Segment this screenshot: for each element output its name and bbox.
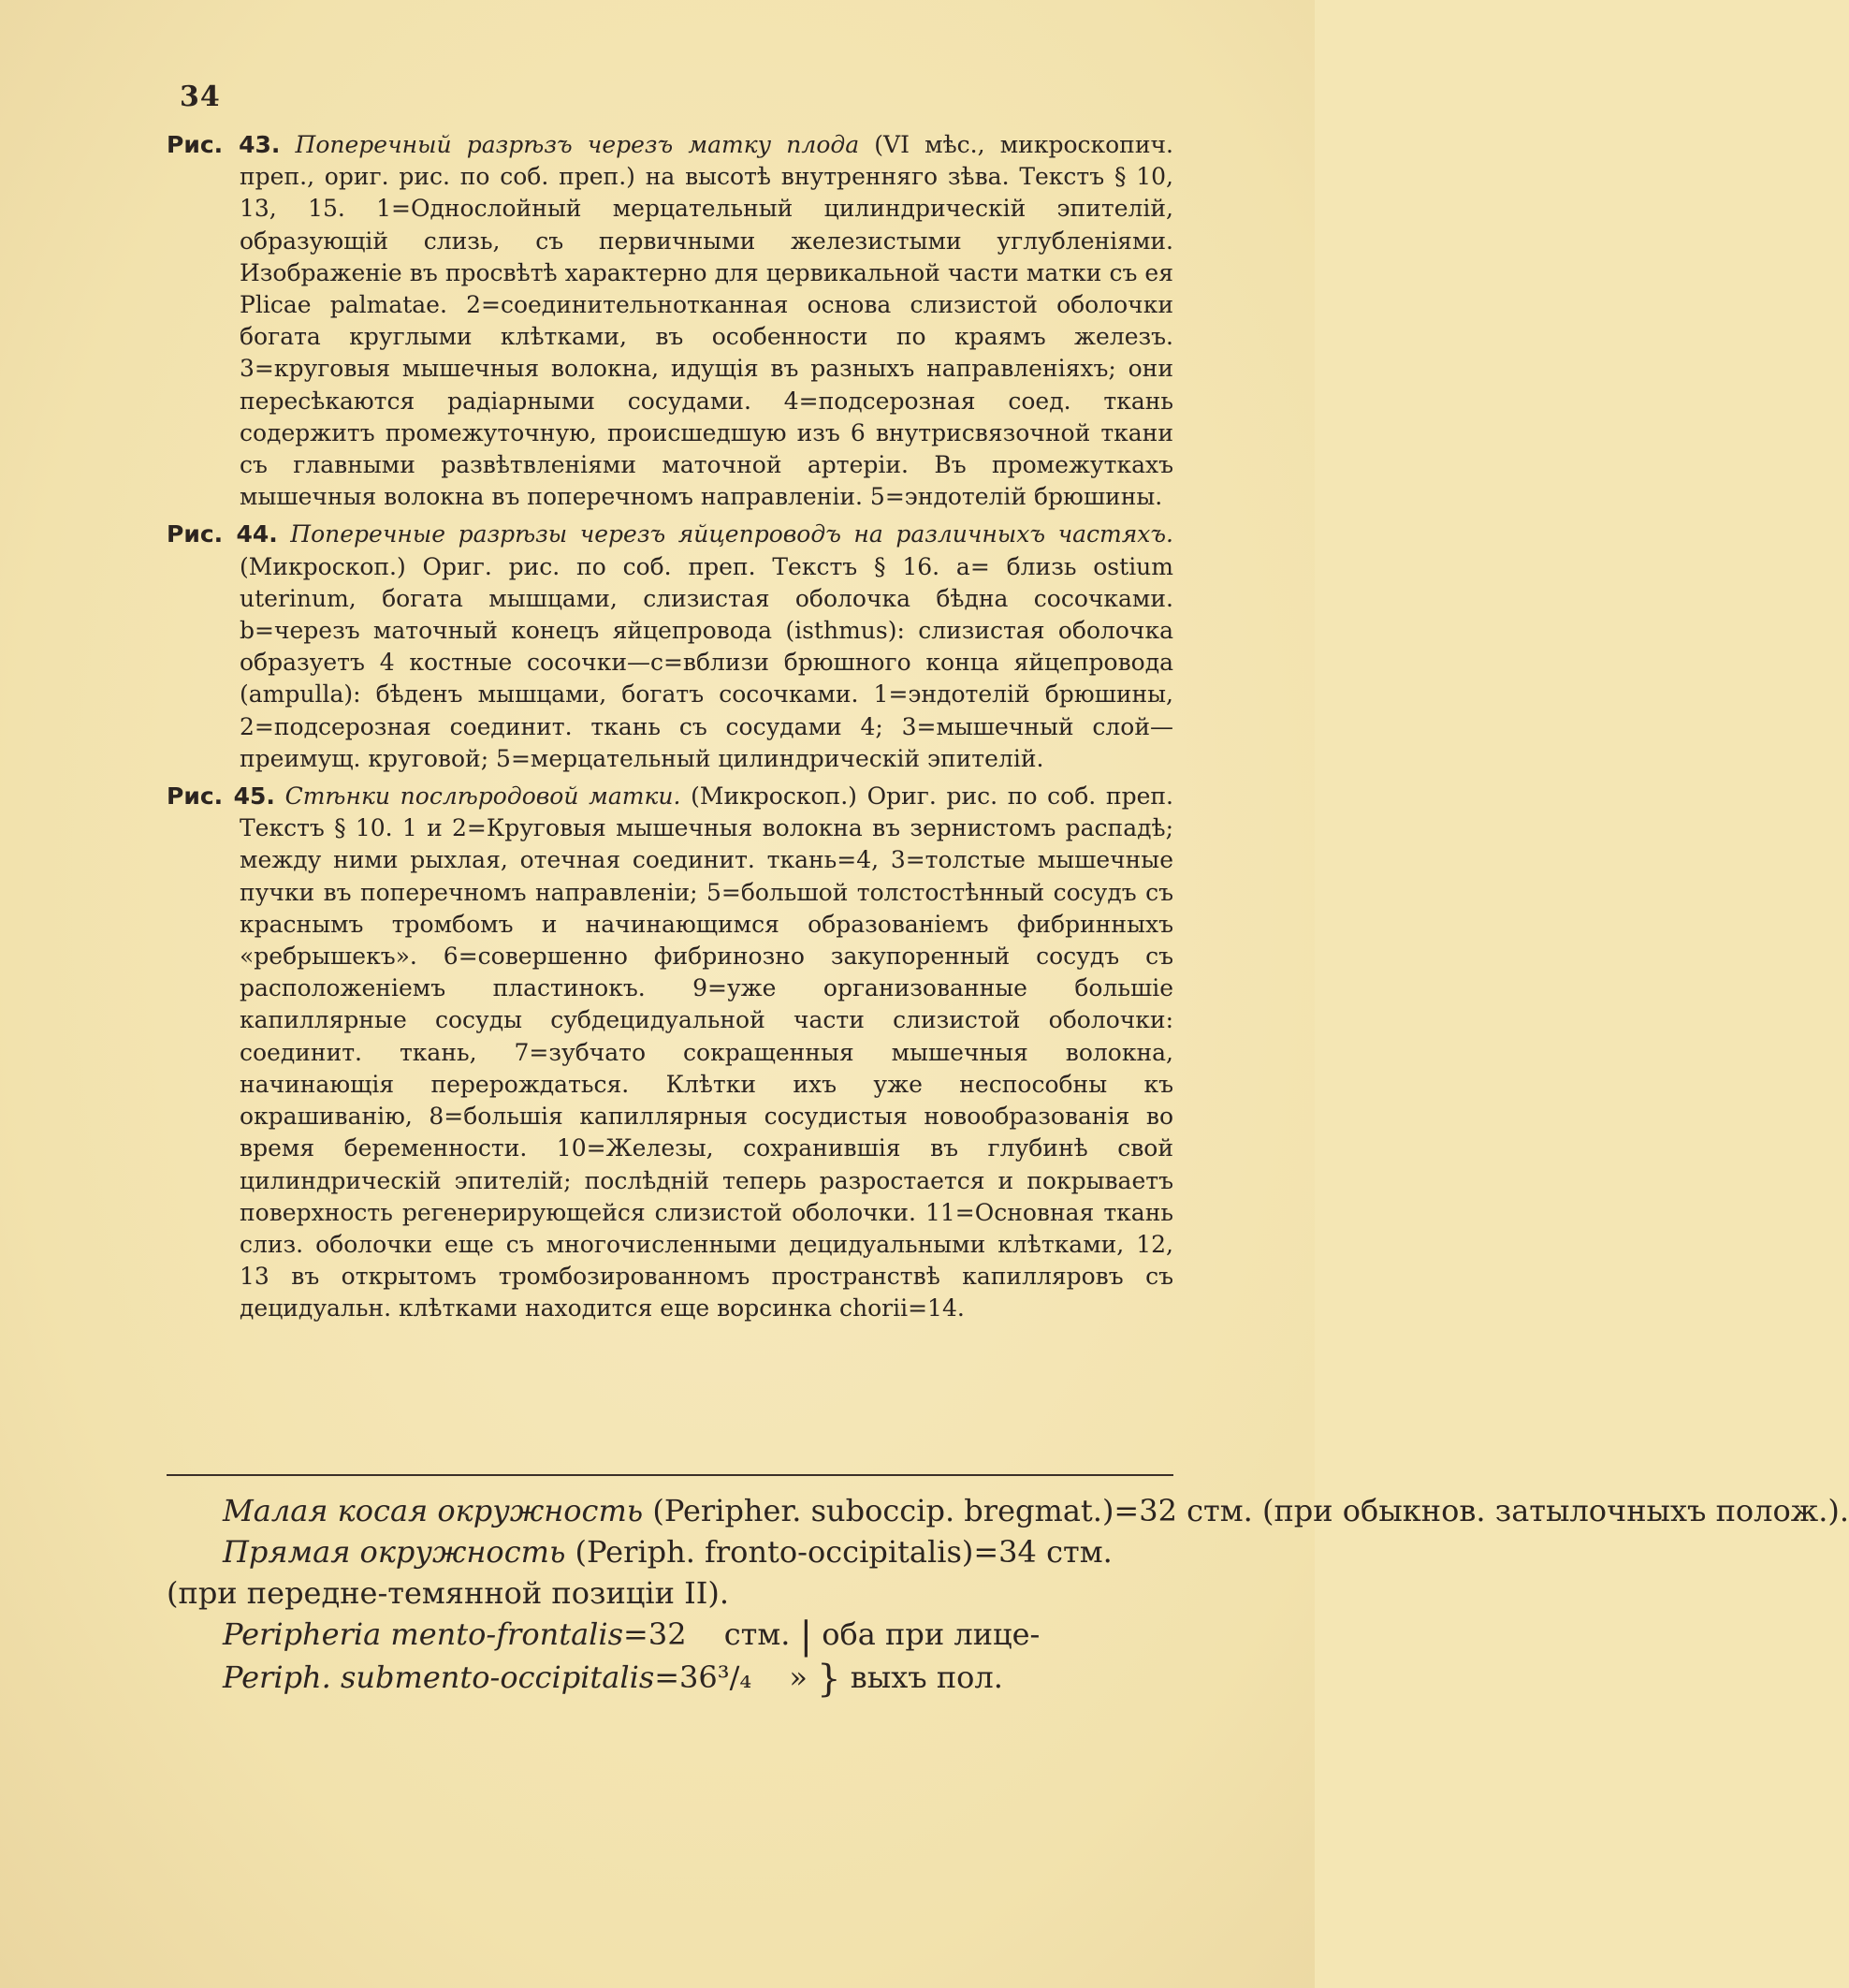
measurement-name: Прямая окружность [223,1534,566,1570]
figure-body: (VI мѣс., микроскопич. преп., ориг. рис. по соб. преп.) на высотѣ внутренняго зѣва. Текстъ § 10, 13, 15. 1=Однослойный мерцательный цилиндрическій эпителій, образующій слизь, съ первичными железистыми углубленіями. Изображеніе въ просвѣтѣ характерно для цервикальной части матки съ ея Plicae palmatae. 2=соединительнотканная основа слизистой оболочки богата круглыми клѣтками, въ особенности по краямъ железъ. 3=круговыя мышечныя волокна, идущія въ разныхъ направленіяхъ; они пересѣкаются радіарными сосудами. 4=подсерозная соед. ткань содержитъ промежуточную, происшедшую изъ 6 внутрисвязочной ткани съ главными развѣтвленіями маточной артеріи. Въ промежуткахъ мышечныя волокна въ поперечномъ направленіи. 5=эндотелій брюшины. [240,131,1173,511]
brace-icon: | [799,1615,813,1658]
section-divider [167,1474,1173,1476]
figure-body: (Микроскоп.) Ориг. рис. по соб. преп. Текстъ § 10. 1 и 2=Круговыя мышечныя волокна въ зернистомъ распадѣ; между ними рыхлая, отечная соединит. ткань=4, 3=толстые мышечные пучки въ поперечномъ направленіи; 5=большой толстостѣнный сосудъ съ краснымъ тромбомъ и начинающимся образованіемъ фибринныхъ «ребрышекъ». 6=совершенно фибринозно закупоренный сосудъ съ расположеніемъ пластинокъ. 9=уже организованные большіе капиллярные сосуды субдецидуальной части слизистой оболочки: соединит. ткань, 7=зубчато сокращенныя мышечныя волокна, начинающія перерождаться. Клѣтки ихъ уже неспособны къ окрашиванію, 8=большія капиллярныя сосудистыя новообразованія во время беременности. 10=Железы, сохранившія въ глубинѣ свой цилиндрическій эпителій; послѣдній теперь разростается и покрываетъ поверхность регенерирующейся слизистой оболочки. 11=Основная ткань слиз. оболочки еще съ многочисленными децидуальными клѣтками, 12, 13 въ открытомъ тромбозированномъ пространствѣ капилляровъ съ децидуальн. клѣтками находится еще ворсинка chorii=14. [240,782,1173,1323]
figure-title: Поперечный разрѣзъ черезъ матку плода [295,131,860,158]
page-number: 34 [180,80,221,113]
measurement-value: =32 [623,1616,687,1652]
head-measurements [167,1490,1849,1701]
measurement-text: (Peripher. suboccip. bregmat.)=32 стм. (при обыкнов. затылочныхъ полож.). [643,1493,1849,1528]
measurement-note: оба при лице- [822,1616,1041,1652]
measurement-line [167,1572,1173,1614]
measurement-name: Periph. submento-occipitalis [223,1659,655,1695]
brace-icon: } [817,1658,841,1701]
figure-title: Стѣнки послѣродовой матки. [284,782,681,811]
measurement-unit: стм. [723,1616,791,1652]
figure-body: (Микроскоп.) Ориг. рис. по соб. преп. Текстъ § 16. a= близь ostium uterinum, богата мышцами, слизистая оболочка бѣдна сосочками. b=черезъ маточный конецъ яйцепровода (isthmus): слизистая оболочка образуетъ 4 костные сосочки—c=вблизи брюшного конца яйцепровода (ampulla): бѣденъ мышцами, богатъ сосочками. 1=эндотелій брюшины, 2=подсерозная соединит. ткань съ сосудами 4; 3=мышечный слой—преимущ. круговой; 5=мерцательный цилиндрическій эпителій. [240,552,1173,772]
figure-title: Поперечные разрѣзы черезъ яйцепроводъ на различныхъ частяхъ. [290,520,1173,548]
measurement-unit: » [789,1659,808,1695]
figure-label: Рис. 45. [167,782,275,811]
figure-label: Рис. 44. [167,520,278,548]
measurement-line [167,1614,1173,1657]
measurement-name: Малая косая окружность [223,1493,644,1528]
figure-label: Рис. 43. [167,131,281,158]
measurement-note: выхъ пол. [850,1659,1003,1695]
figure-caption-43 [167,129,1173,513]
measurement-name: Peripheria mento-frontalis [223,1616,624,1652]
figure-caption-44 [167,519,1173,775]
measurement-line [167,1657,1173,1700]
measurement-text: (Periph. fronto-occipitalis)=34 стм. [565,1534,1113,1570]
figure-captions [167,129,1173,1331]
measurement-value: =36³/₄ [654,1659,752,1695]
measurement-text: (при передне-темянной позиціи II). [167,1575,730,1611]
figure-caption-45 [167,781,1173,1324]
measurement-line [167,1531,1173,1572]
measurement-line [167,1490,1849,1531]
